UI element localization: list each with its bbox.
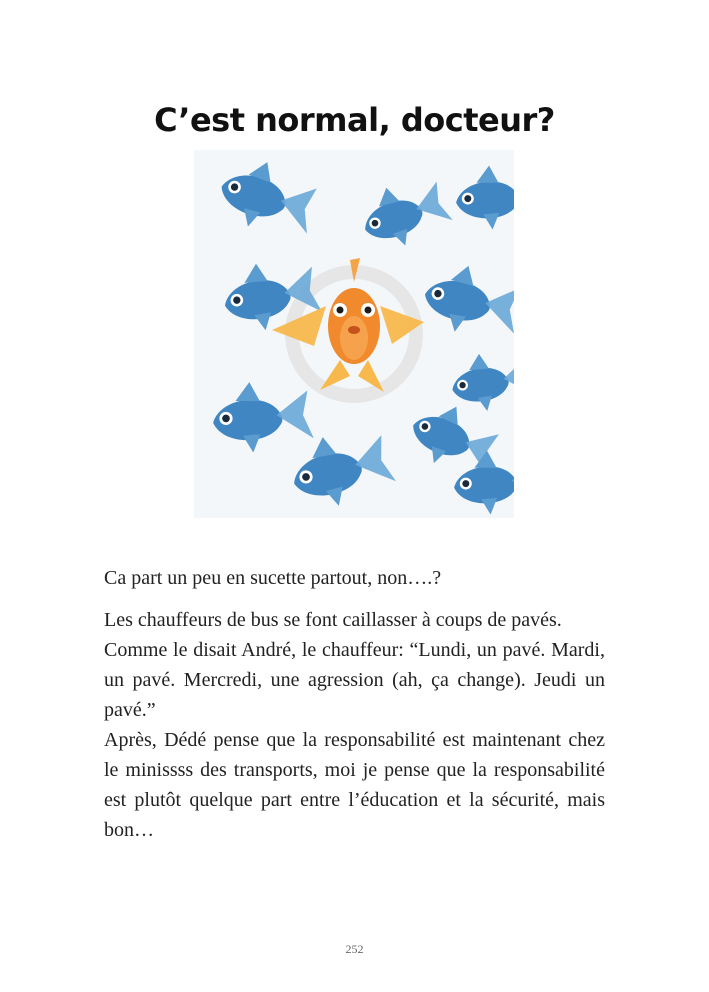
goldfish-illustration <box>194 150 514 518</box>
goldfish-illustration-icon <box>194 150 514 518</box>
body-text <box>104 563 605 845</box>
paragraph-andre-quote: Comme le disait André, le chauffeur: “Lundi, un pavé. Mardi, un pavé. Mercredi, une agression (ah, ça change). Jeudi un pavé.” <box>104 639 605 721</box>
paragraph-responsibility: Après, Dédé pense que la responsabilité est maintenant chez le minissss des transports, moi je pense que la responsabilité est plutôt quelque part entre l’éducation et la sécurité, mais bon… <box>104 729 605 841</box>
paragraph-bus-drivers: Les chauffeurs de bus se font caillasser à coups de pavés. <box>104 609 562 631</box>
page-number: 252 <box>345 942 364 956</box>
page-title: C’est normal, docteur? <box>154 101 555 140</box>
paragraph-intro: Ca part un peu en sucette partout, non….? <box>104 567 442 589</box>
